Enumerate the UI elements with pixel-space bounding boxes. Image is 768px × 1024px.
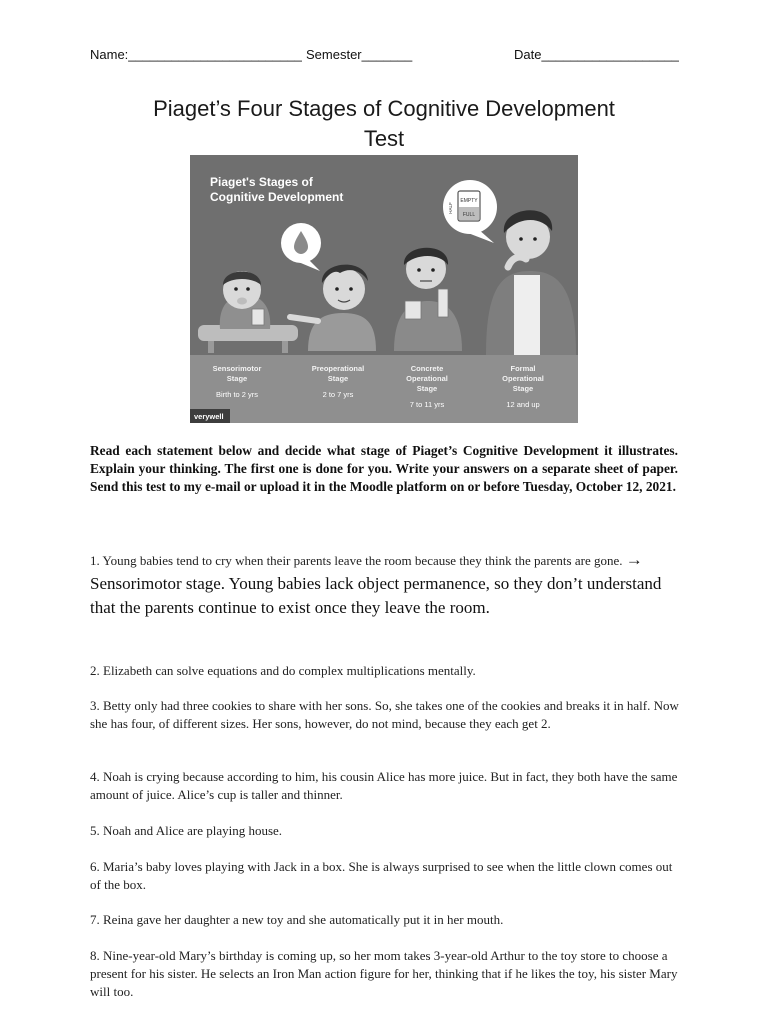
piaget-stages-illustration — [190, 155, 578, 423]
instructions: Read each statement below and decide what stage of Piaget’s Cognitive Development it illustrates. Explain your thinking. The first one is done for you. Write your answers on a separate sheet of paper. Send this test to my e-mail or upload it in the Moodle platform on or before Tuesday, October 12, 2021. — [90, 443, 678, 494]
title-line-1: Piaget’s Four Stages of Cognitive Development — [153, 96, 615, 121]
question-4: 4. Noah is crying because according to him, his cousin Alice has more juice. But in fact, they both have the same amount of juice. Alice’s cup is taller and thinner. — [90, 769, 678, 802]
question-1-answer: → Sensorimotor stage. Young babies lack object permanence, so they don’t understand that the parents continue to exist once they leave the room. — [90, 550, 662, 617]
verywell-logo-text: verywell — [194, 412, 224, 421]
bubble-full-label: FULL — [462, 212, 476, 218]
stage-formal-name-3: Stage — [512, 384, 534, 393]
verywell-logo — [190, 409, 230, 423]
stage-concrete-ages: 7 to 11 yrs — [409, 400, 445, 409]
semester-field: Semester_______ — [306, 47, 413, 62]
stage-sensorimotor-ages: Birth to 2 yrs — [215, 390, 259, 399]
question-1-text: 1. Young babies tend to cry when their parents leave the room because they think the parents are gone. — [90, 553, 626, 568]
figure-title-line-1: Piaget's Stages of — [210, 175, 313, 189]
question-8: 8. Nine-year-old Mary’s birthday is coming up, so her mom takes 3-year-old Arthur to the toy store to choose a present for his sister. He selects an Iron Man action figure for her, thinking that if he likes the toy, his sister Mary will too. — [90, 948, 678, 999]
bubble-empty-label: EMPTY — [460, 198, 478, 204]
header-fields — [90, 47, 680, 65]
date-field: Date___________________ — [514, 47, 679, 62]
stage-preoperational-ages: 2 to 7 yrs — [322, 390, 354, 399]
stage-formal-ages: 12 and up — [506, 400, 540, 409]
stage-concrete-name-1: Concrete — [410, 364, 444, 373]
stage-formal-name-2: Operational — [502, 374, 544, 383]
name-field: Name:________________________ — [90, 47, 302, 62]
page-title — [0, 94, 768, 154]
bubble-half-label: HALF — [448, 202, 453, 214]
stage-concrete-name-2: Operational — [406, 374, 448, 383]
question-7: 7. Reina gave her daughter a new toy and she automatically put it in her mouth. — [90, 912, 504, 927]
question-3: 3. Betty only had three cookies to share with her sons. So, she takes one of the cookies and breaks it in half. Now she has four, of different sizes. Her sons, however, do not mind, because they each get 2. — [90, 698, 679, 731]
figure-title-line-2: Cognitive Development — [210, 190, 344, 204]
stage-concrete-name-3: Stage — [416, 384, 438, 393]
question-5: 5. Noah and Alice are playing house. — [90, 823, 283, 838]
question-6: 6. Maria’s baby loves playing with Jack in a box. She is always surprised to see when the little clown comes out of the box. — [90, 859, 673, 892]
title-line-2: Test — [363, 126, 405, 151]
stage-sensorimotor-name-1: Sensorimotor — [212, 364, 262, 373]
stage-preoperational-name-2: Stage — [327, 374, 349, 383]
stage-formal-name-1: Formal — [510, 364, 536, 373]
question-1 — [90, 548, 680, 620]
question-2: 2. Elizabeth can solve equations and do complex multiplications mentally. — [90, 663, 476, 678]
stage-preoperational-name-1: Preoperational — [311, 364, 365, 373]
stage-sensorimotor-name-2: Stage — [226, 374, 248, 383]
